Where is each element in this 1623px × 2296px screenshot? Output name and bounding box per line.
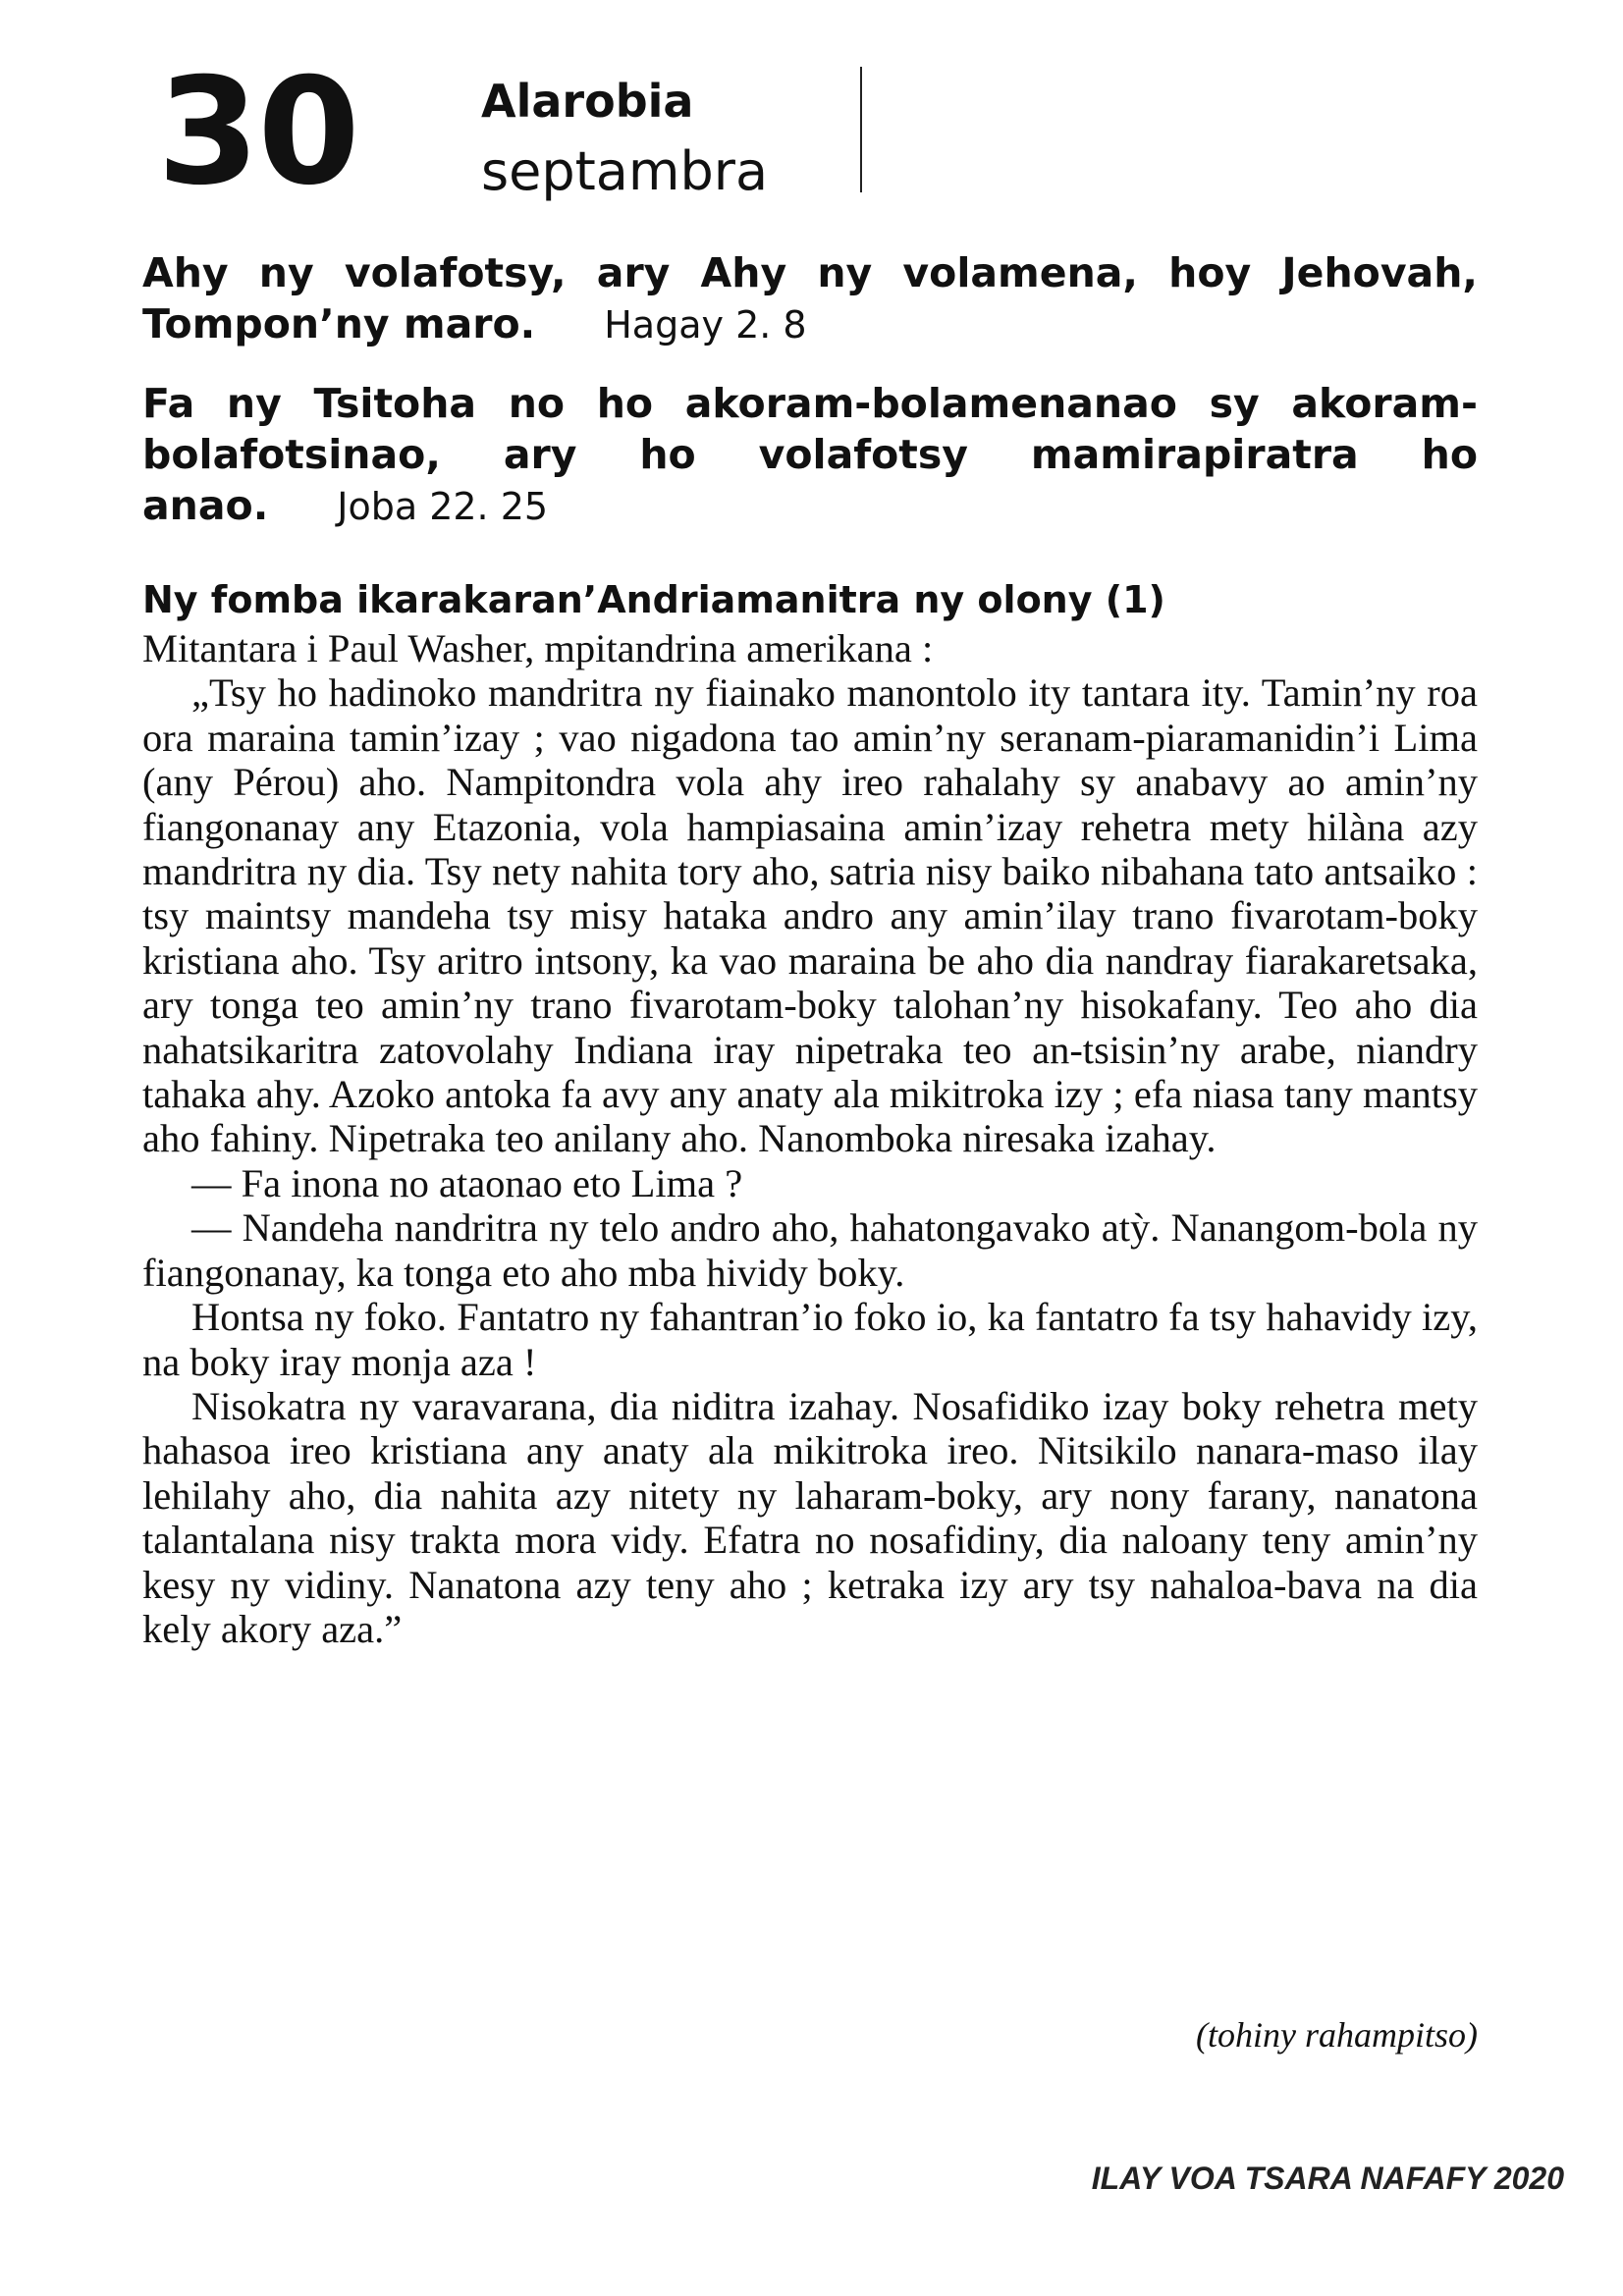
- continued-note: (tohiny rahampitso): [1196, 2015, 1478, 2055]
- verse-1-text: Ahy ny volafotsy, ary Ahy ny volamena, hoy Jehovah, Tompon’ny maro.: [142, 249, 1478, 347]
- article-paragraph-5: Nisokatra ny varavarana, dia niditra izahay. Nosafidiko izay boky rehetra mety hahasoa ireo kristiana any anaty ala mikitroka ireo. Nitsikilo nanara-maso ilay lehilahy aho, dia nahita azy nitety ny laharam-boky, ary nony farany, nanatona talantalana nisy trakta mora vidy. Efatra no nosafidiny, dia naloany teny amin’ny kesy ny vidiny. Nanatona azy teny aho ; ketraka izy ary tsy nahaloa-bava na dia kely akory aza.”: [142, 1383, 1478, 1651]
- month: septambra: [481, 140, 769, 202]
- article-body: [142, 626, 1478, 1651]
- article-title: Ny fomba ikarakaran’Andriamanitra ny olony (1): [142, 578, 1165, 621]
- weekday: Alarobia: [481, 75, 694, 128]
- verse-2-reference: Joba 22. 25: [337, 485, 549, 528]
- article-paragraph-3: — Nandeha nandritra ny telo andro aho, hahatongavako atỳ. Nanangom-bola ny fiangonanay, ka tonga eto aho mba hividy boky.: [142, 1205, 1478, 1295]
- article-paragraph-4: Hontsa ny foko. Fantatro ny fahantran’io foko io, ka fantatro fa tsy hahavidy izy, na boky iray monja aza !: [142, 1295, 1478, 1384]
- verse-1: [142, 247, 1478, 350]
- verse-2: [142, 378, 1478, 532]
- footer-publication: ILAY VOA TSARA NAFAFY 2020: [1091, 2161, 1564, 2196]
- header-divider: [860, 67, 862, 192]
- day-number: 30: [157, 47, 358, 218]
- verse-1-reference: Hagay 2. 8: [604, 303, 807, 347]
- article-paragraph-1: „Tsy ho hadinoko mandritra ny fiainako manontolo ity tantara ity. Tamin’ny roa ora maraina tamin’izay ; vao nigadona tao amin’ny seranam-piaramanidin’i Lima (any Pérou) aho. Nampitondra vola ahy ireo rahalahy sy anabavy ao amin’ny fiangonanay any Etazonia, vola hampiasaina amin’izay rehetra mety hilàna azy mandritra ny dia. Tsy nety nahita tory aho, satria nisy baiko nibahana tato antsaiko : tsy maintsy mandeha tsy misy hataka andro any amin’ilay trano fivarotam-boky kristiana aho. Tsy aritro intsony, ka vao maraina be aho dia nandray fiarakaretsaka, ary tonga teo amin’ny trano fivarotam-boky talohan’ny hisokafany. Teo aho dia nahatsikaritra zatovolahy Indiana iray nipetraka teo an-tsisin’ny arabe, niandry tahaka ahy. Azoko antoka fa avy any anaty ala mikitroka izy ; efa niasa tany mantsy aho fahiny. Nipetraka teo anilany aho. Nanomboka niresaka izahay.: [142, 670, 1478, 1161]
- verse-2-text: Fa ny Tsitoha no ho akoram-bolamenanao sy akoram-bolafotsinao, ary ho volafotsy mamirapiratra ho anao.: [142, 380, 1478, 529]
- article-intro: Mitantara i Paul Washer, mpitandrina amerikana :: [142, 626, 934, 670]
- article-paragraph-2: — Fa inona no ataonao eto Lima ?: [191, 1160, 743, 1205]
